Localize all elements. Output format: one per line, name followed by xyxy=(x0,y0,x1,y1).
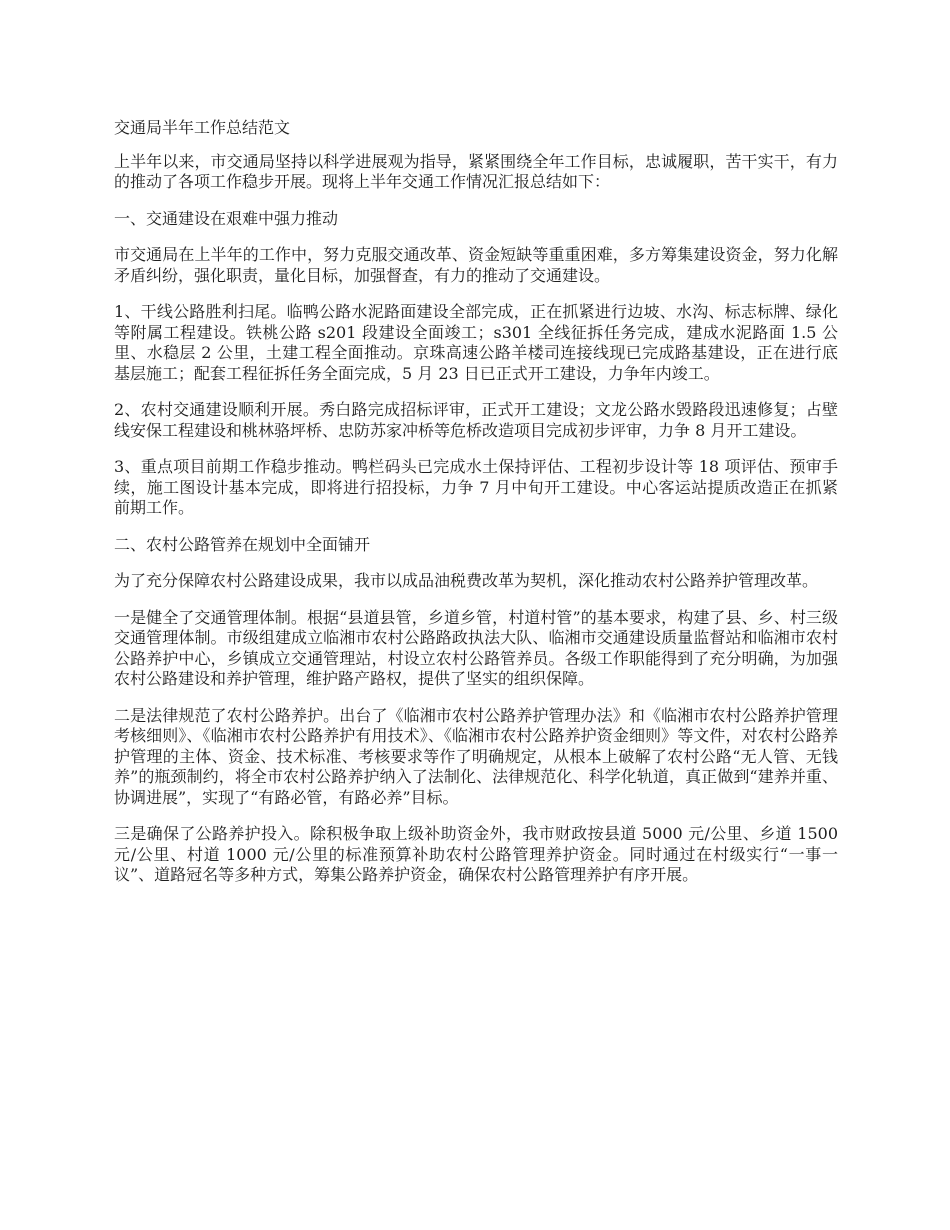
section-1-intro-paragraph: 市交通局在上半年的工作中，努力克服交通改革、资金短缺等重重困难，多方筹集建设资金，努力化解矛盾纠纷，强化职责，量化目标，加强督查，有力的推动了交通建设。 xyxy=(114,245,838,285)
section-heading-1: 一、交通建设在艰难中强力推动 xyxy=(114,208,339,228)
item-3-paragraph: 3、重点项目前期工作稳步推动。鸭栏码头已完成水土保持评估、工程初步设计等 18 项评估、预审手续，施工图设计基本完成，即将进行招投标，力争 7 月中旬开工建设。中心客运站提质改造正在抓紧前期工作。 xyxy=(114,457,838,517)
intro-paragraph: 上半年以来，市交通局坚持以科学进展观为指导，紧紧围绕全年工作目标，忠诚履职，苦干实干，有力的推动了各项工作稳步开展。现将上半年交通工作情况汇报总结如下： xyxy=(114,151,838,191)
point-2-paragraph: 二是法律规范了农村公路养护。出台了《临湘市农村公路养护管理办法》和《临湘市农村公路养护管理考核细则》、《临湘市农村公路养护有用技术》、《临湘市农村公路养护资金细则》等文件，对农村公路养护管理的主体、资金、技术标准、考核要求等作了明确规定，从根本上破解了农村公路“无人管、无钱养”的瓶颈制约，将全市农村公路养护纳入了法制化、法律规范化、科学化轨道，真正做到“建养并重、协调进展”，实现了“有路必管，有路必养”目标。 xyxy=(114,705,838,807)
point-3-paragraph: 三是确保了公路养护投入。除积极争取上级补助资金外，我市财政按县道 5000 元/公里、乡道 1500 元/公里、村道 1000 元/公里的标准预算补助农村公路管理养护资金。同时通过在村级实行“一事一议”、道路冠名等多种方式，筹集公路养护资金，确保农村公路管理养护有序开展。 xyxy=(114,824,838,884)
item-1-paragraph: 1、干线公路胜利扫尾。临鸭公路水泥路面建设全部完成，正在抓紧进行边坡、水沟、标志标牌、绿化等附属工程建设。铁桃公路 s201 段建设全面竣工；s301 全线征拆任务完成，建成水泥路面 1.5 公里、水稳层 2 公里，土建工程全面推动。京珠高速公路羊楼司连接线现已完成路基建设，正在进行底基层施工；配套工程征拆任务全面完成，5 月 23 日已正式开工建设，力争年内竣工。 xyxy=(114,302,838,383)
item-2-paragraph: 2、农村交通建设顺利开展。秀白路完成招标评审，正式开工建设；文龙公路水毁路段迅速修复；占壁线安保工程建设和桃林骆坪桥、忠防苏家冲桥等危桥改造项目完成初步评审，力争 8 月开工建设。 xyxy=(114,400,838,440)
point-1-paragraph: 一是健全了交通管理体制。根据“县道县管，乡道乡管，村道村管”的基本要求，构建了县、乡、村三级交通管理体制。市级组建成立临湘市农村公路路政执法大队、临湘市交通建设质量监督站和临湘市农村公路养护中心，乡镇成立交通管理站，村设立农村公路管养员。各级工作职能得到了充分明确，为加强农村公路建设和养护管理，维护路产路权，提供了坚实的组织保障。 xyxy=(114,607,838,688)
document-body xyxy=(114,118,838,902)
document-title: 交通局半年工作总结范文 xyxy=(114,118,291,137)
section-heading-2: 二、农村公路管养在规划中全面铺开 xyxy=(114,534,371,554)
section-2-intro-paragraph: 为了充分保障农村公路建设成果，我市以成品油税费改革为契机，深化推动农村公路养护管理改革。 xyxy=(114,571,819,590)
